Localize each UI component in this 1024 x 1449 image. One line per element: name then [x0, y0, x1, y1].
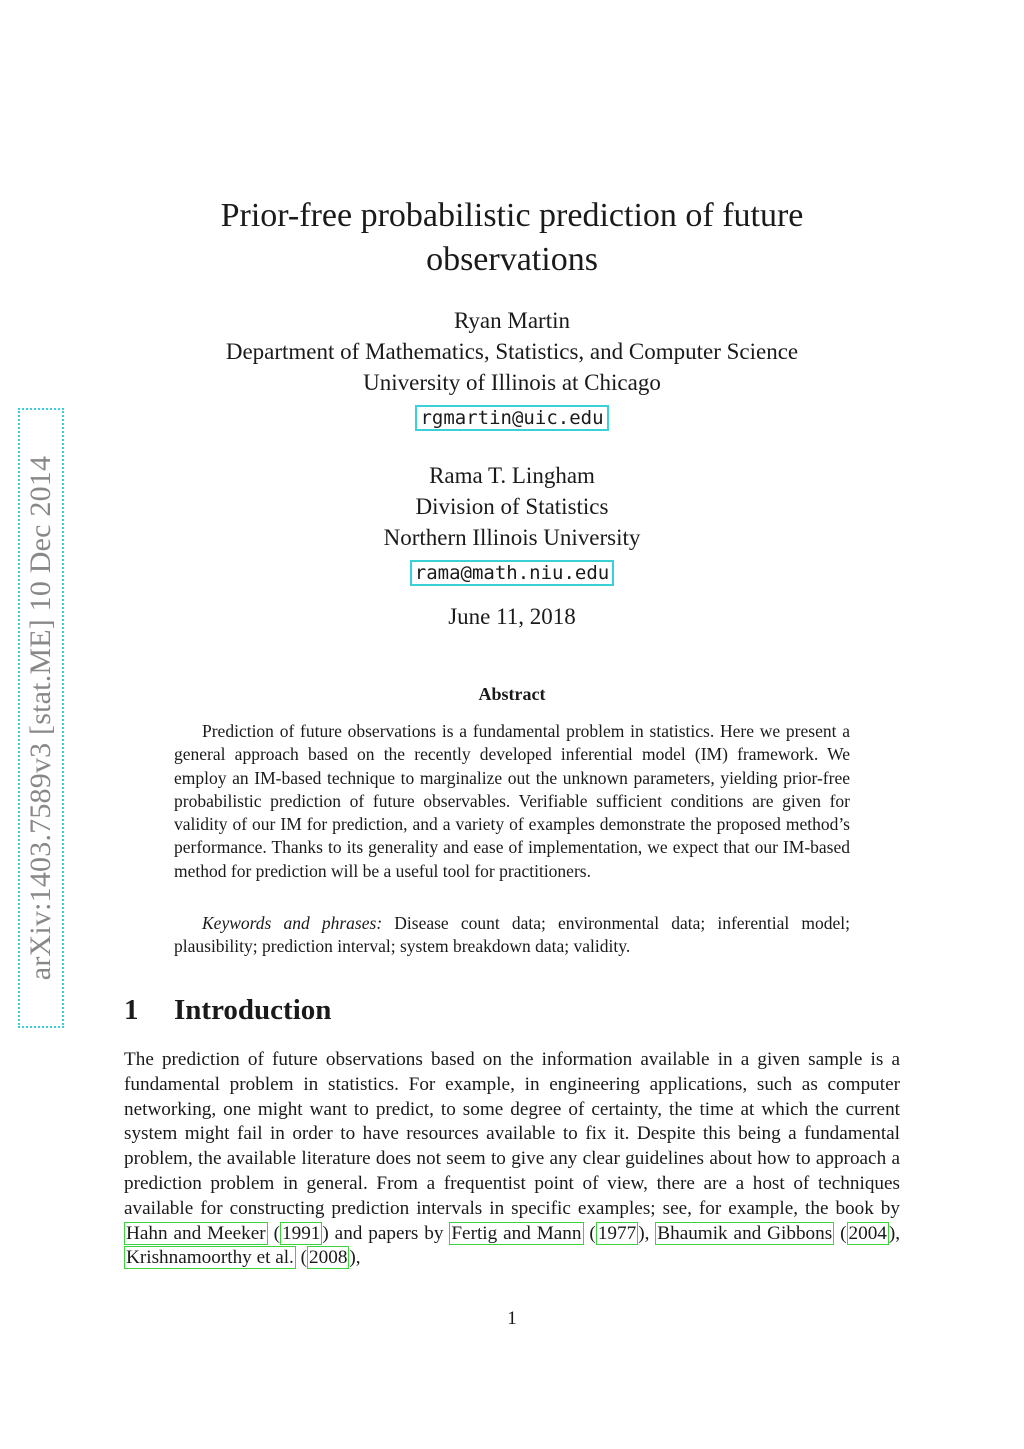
keywords-text: Disease count data; environmental data; inferential model; plausibility; prediction interval; system breakdown data; validity.	[174, 913, 850, 957]
citation-link[interactable]: Hahn and Meeker	[126, 1222, 266, 1244]
citation-year-link[interactable]: 1991	[282, 1222, 321, 1244]
citation-link[interactable]: Fertig and Mann	[451, 1222, 582, 1244]
section-number: 1	[124, 994, 139, 1026]
arxiv-stamp-link[interactable]	[18, 408, 64, 1028]
introduction-paragraph: The prediction of future observations based on the information available in a given sample is a fundamental problem in statistics. For example, in engineering applications, such as computer networking, one might want to predict, to some degree of certainty, the time at which the current system might fail in order to have resources available to fix it. Despite this being a fundamental problem, the available literature does not seem to give any clear guidelines about how to approach a prediction problem in general. From a frequentist point of view, there are a host of techniques available for constructing prediction intervals in specific examples; see, for example, the book by Hahn and Meeker ( 1991 ) and papers by Fertig and Mann ( 1977 ), Bhaumik and Gibbons ( 2004 ), Krishnamoorthy et al. ( 2008 ),	[124, 1049, 901, 1269]
author-affiliation: University of Illinois at Chicago	[363, 370, 661, 395]
citation-year-link[interactable]: 1977	[597, 1222, 637, 1244]
author-name: Ryan Martin	[454, 308, 570, 333]
citation-link[interactable]: Krishnamoorthy et al.	[126, 1247, 294, 1269]
section-title: Introduction	[174, 994, 332, 1026]
author-email-link[interactable]: rgmartin@uic.edu	[415, 405, 608, 431]
body-text: The prediction of future observations based on the information available in a given sample is a fundamental problem in statistics. For example, in engineering applications, such as computer networking, one might want to predict, to some degree of certainty, the time at which the current system might fail in order to have resources available to fix it. Despite this being a fundamental problem, the available literature does not seem to give any clear guidelines about how to approach a prediction problem in general. From a frequentist point of view, there are a host of techniques available for constructing prediction intervals in specific examples; see, for example, the book by	[124, 1049, 900, 1219]
citation-link[interactable]: Bhaumik and Gibbons	[657, 1222, 833, 1244]
section-heading	[124, 994, 331, 1027]
author-email-row	[112, 559, 912, 586]
body-text: and papers by	[328, 1222, 450, 1244]
arxiv-stamp-text: arXiv:1403.7589v3 [stat.ME] 10 Dec 2014	[24, 455, 57, 981]
author-name: Rama T. Lingham	[429, 463, 595, 488]
paper-title: Prior-free probabilistic prediction of future observations	[220, 197, 804, 278]
abstract-text: Prediction of future observations is a fundamental problem in statistics. Here we present a general approach based on the recently developed inferential model (IM) framework. We employ an IM-based technique to marginalize out the unknown parameters, yielding prior-free probabilistic prediction of future observables. Verifiable sufficient conditions are given for validity of our IM for prediction, and a variety of examples demonstrate the proposed method’s performance. Thanks to its generality and ease of implementation, we expect that our IM-based method for prediction will be a useful tool for practitioners.	[174, 721, 850, 881]
paper-date: June 11, 2018	[448, 604, 576, 629]
author-email-link[interactable]: rama@math.niu.edu	[410, 560, 614, 586]
keywords-label: Keywords and phrases:	[202, 913, 383, 933]
author-affiliation: Division of Statistics	[415, 494, 609, 519]
abstract-heading: Abstract	[478, 684, 546, 704]
author-affiliation: Northern Illinois University	[383, 525, 641, 550]
citation-year-link[interactable]: 2008	[309, 1247, 348, 1269]
citation-year-link[interactable]: 2004	[848, 1222, 887, 1244]
keywords	[174, 912, 850, 959]
author-affiliation: Department of Mathematics, Statistics, and Computer Science	[225, 339, 799, 364]
page-number: 1	[507, 1308, 517, 1329]
author-email-row	[112, 404, 912, 431]
